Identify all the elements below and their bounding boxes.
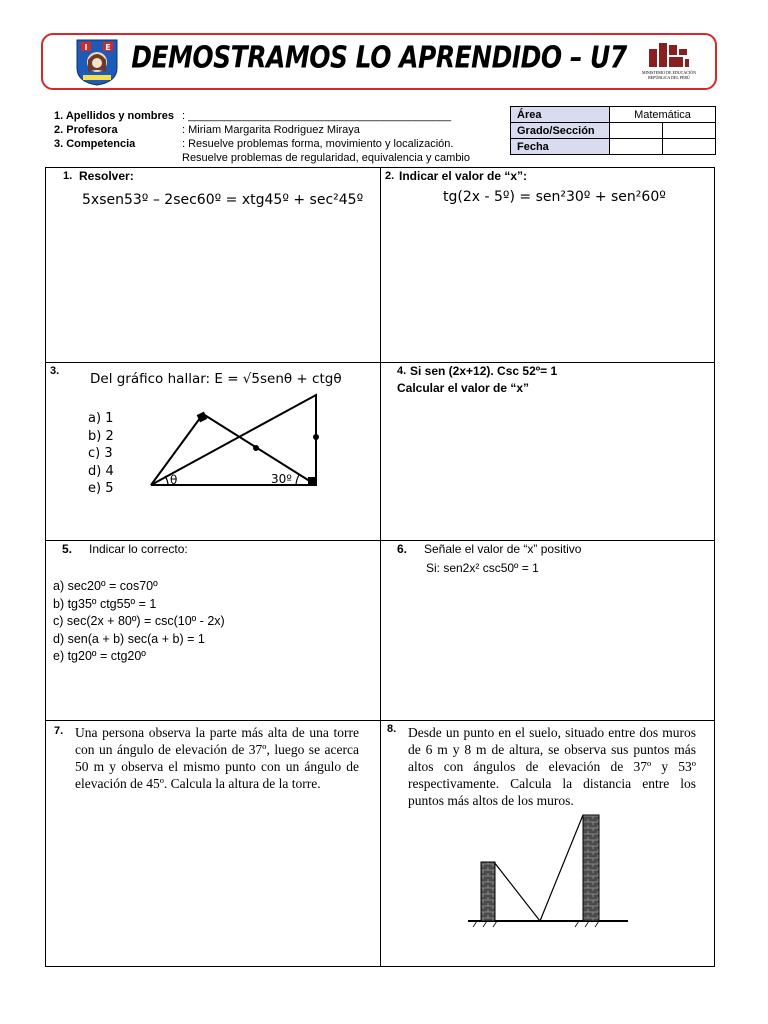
option[interactable]: e) tg20º = ctg20º — [53, 649, 146, 663]
exercise-number: 6. — [397, 542, 408, 556]
seccion-field[interactable] — [663, 123, 716, 139]
exercise-number: 8. — [387, 723, 397, 735]
exercise-label: Indicar el valor de “x”: — [399, 169, 528, 183]
exercise-number: 1. — [63, 170, 73, 182]
exercise-line-2: Calcular el valor de “x” — [397, 381, 530, 395]
meta-table — [510, 106, 716, 155]
equation: Si: sen2x² csc50º = 1 — [426, 561, 539, 575]
exercise-8[interactable] — [381, 721, 714, 966]
svg-text:I: I — [84, 43, 88, 52]
option[interactable]: c) sec(2x + 80º) = csc(10º - 2x) — [53, 614, 225, 628]
grado-label: Grado/Sección — [511, 123, 610, 139]
exercise-label: Indicar lo correcto: — [89, 542, 188, 556]
exercise-label: Resolver: — [79, 169, 134, 183]
area-value: Matemática — [610, 107, 716, 123]
option[interactable]: b) 2 — [88, 428, 114, 444]
ministry-logo — [639, 39, 699, 87]
option[interactable]: c) 3 — [88, 446, 113, 461]
option[interactable]: d) 4 — [88, 463, 114, 479]
exercise-number: 4. — [397, 365, 407, 377]
exercise-grid — [45, 167, 715, 967]
exercise-2[interactable] — [381, 168, 714, 363]
name-field[interactable]: : ___________________________________________ — [182, 110, 452, 122]
exercise-number: 2. — [385, 170, 395, 182]
exercise-number: 7. — [54, 725, 64, 737]
equation: 5xsen53º – 2sec60º = xtg45º + sec²45º — [82, 192, 364, 208]
option[interactable]: b) tg35º ctg55º = 1 — [53, 596, 157, 611]
exercise-5[interactable] — [46, 541, 381, 721]
fecha-field-2[interactable] — [663, 139, 716, 155]
grado-field[interactable] — [610, 123, 663, 139]
option-list — [88, 410, 114, 498]
theta-label: θ — [170, 473, 178, 487]
svg-text:E: E — [105, 43, 111, 52]
exercise-prompt: Del gráfico hallar: E = √5senθ + ctgθ — [90, 371, 342, 387]
exercise-4[interactable] — [381, 363, 714, 541]
info-value: : Resuelve problemas forma, movimiento y localización. — [182, 138, 454, 150]
option[interactable]: a) sec20º = cos70º — [53, 579, 158, 593]
exercise-7[interactable] — [46, 721, 381, 966]
exercise-6[interactable] — [381, 541, 714, 721]
walls-diagram — [463, 807, 633, 932]
exercise-line-1: Si sen (2x+12). Csc 52º= 1 — [410, 364, 558, 378]
exercise-1[interactable] — [46, 168, 381, 363]
fecha-field[interactable] — [610, 139, 663, 155]
info-value: Resuelve problemas de regularidad, equivalencia y cambio — [182, 152, 470, 164]
problem-text: Una persona observa la parte más alta de una torre con un ángulo de elevación de 37º, luego se acerca 50 m y observa el mismo punto con un ángulo de elevación de 45º. Calcula la altura de la torre. — [75, 725, 359, 791]
page-title: DEMOSTRAMOS LO APRENDIDO – U7 — [131, 40, 627, 75]
option-list — [53, 578, 225, 666]
exercise-number: 5. — [62, 542, 73, 556]
info-key: 1. Apellidos y nombres — [54, 110, 175, 122]
fecha-label: Fecha — [511, 139, 610, 155]
area-label: Área — [511, 107, 610, 123]
angle-30-label: 30º — [271, 472, 292, 486]
info-key: 3. Competencia — [54, 138, 136, 150]
header-banner — [41, 33, 717, 90]
ministry-logo-text: MINISTERIO DE EDUCACIÓN REPÚBLICA DEL PERÚ — [642, 70, 696, 80]
info-key: 2. Profesora — [54, 124, 118, 136]
option[interactable]: d) sen(a + b) sec(a + b) = 1 — [53, 631, 205, 646]
exercise-label: Señale el valor de “x” positivo — [424, 542, 582, 556]
exercise-3[interactable] — [46, 363, 381, 541]
equation: tg(2x - 5º) = sen²30º + sen²60º — [443, 189, 666, 205]
info-value: : Miriam Margarita Rodriguez Miraya — [182, 124, 360, 136]
option[interactable]: e) 5 — [88, 481, 114, 496]
problem-text: Desde un punto en el suelo, situado entre dos muros de 6 m y 8 m de altura, se observa sus puntos más altos con ángulos de elevación de 37º y 53º respectivamente. Calcula la distancia entre los puntos más altos de los muros. — [408, 725, 696, 808]
option[interactable]: a) 1 — [88, 411, 114, 426]
exercise-number: 3. — [50, 365, 60, 377]
